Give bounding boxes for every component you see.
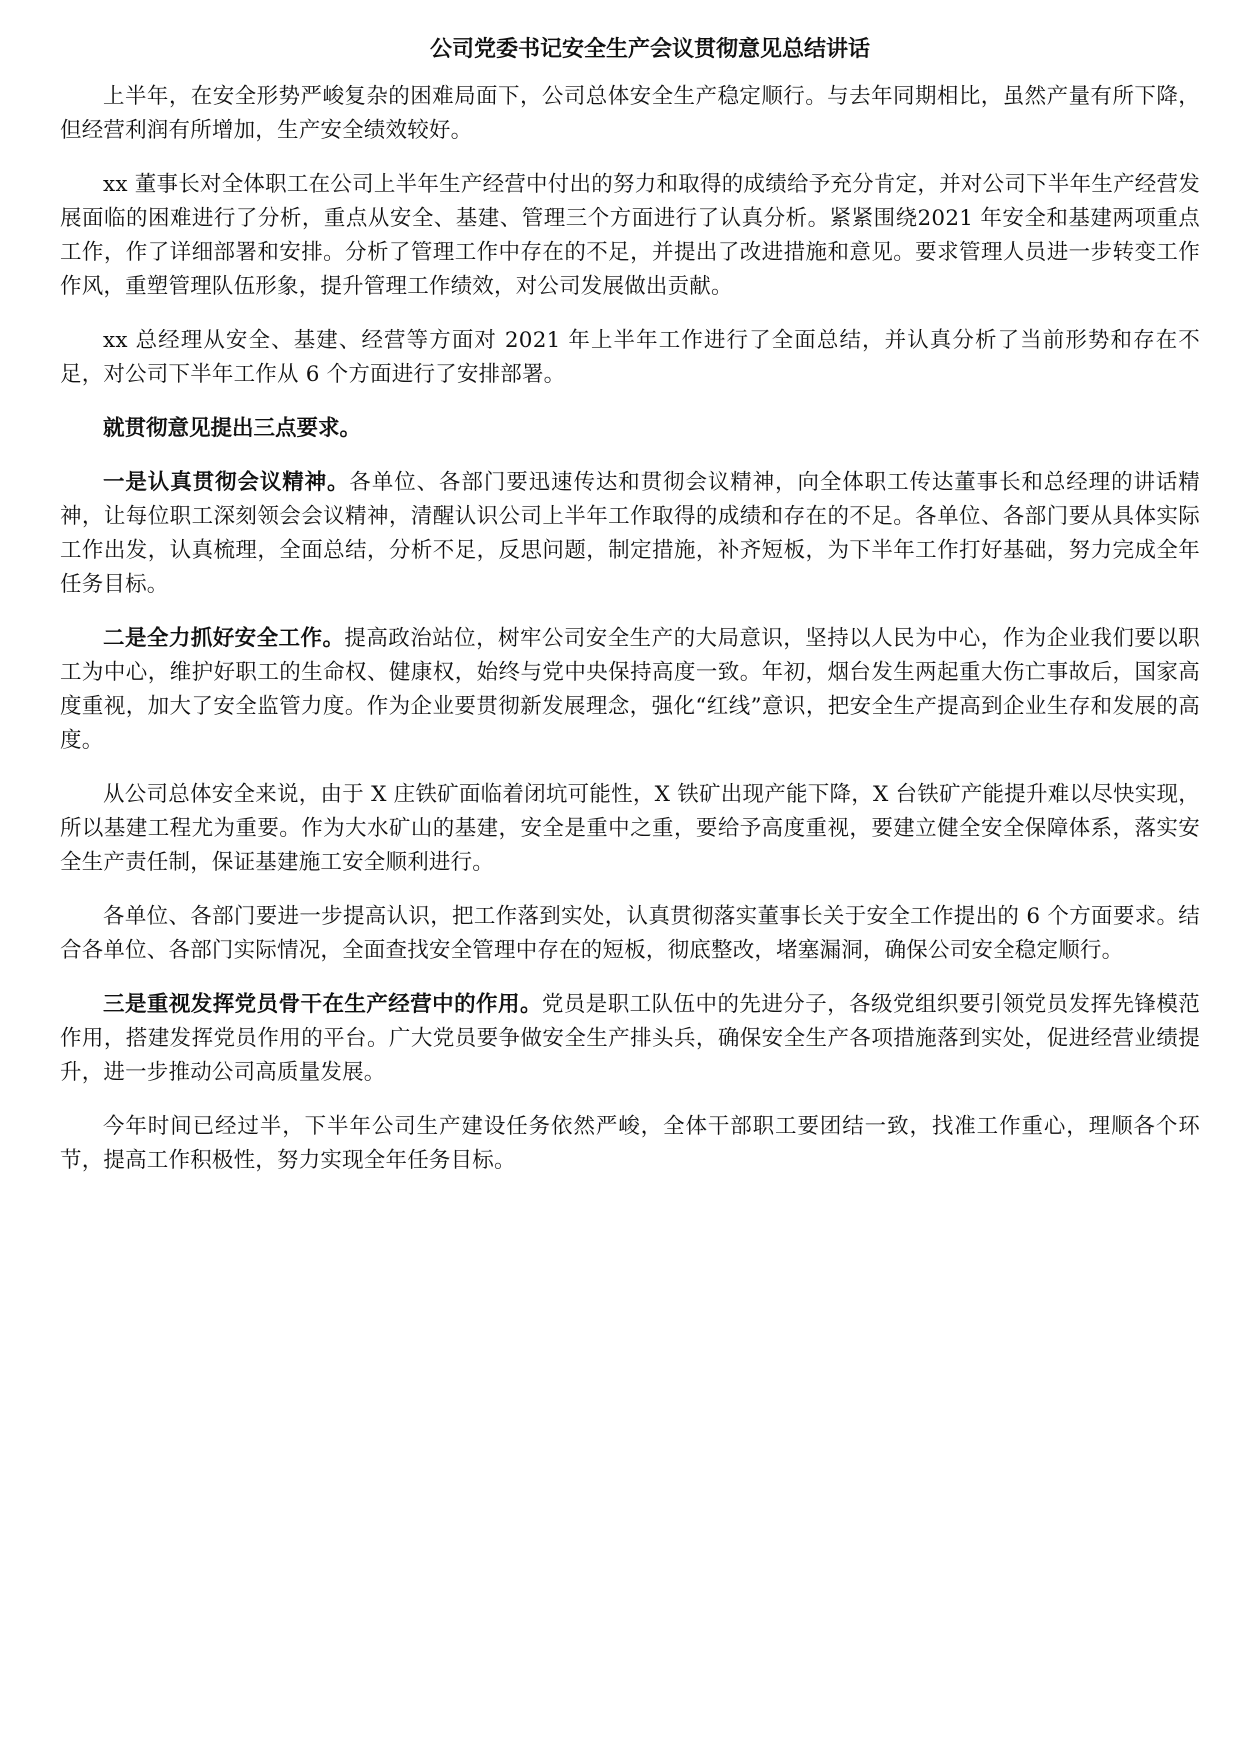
document-page: [60, 32, 1200, 1198]
requirement-two-detail-a: [60, 778, 1200, 880]
paragraph-text: xx 总经理从安全、基建、经营等方面对 2021 年上半年工作进行了全面总结，并认真分析了当前形势和存在不足，对公司下半年工作从 6 个方面进行了安排部署。: [60, 328, 1200, 387]
requirement-text: 党员是职工队伍中的先进分子，各级党组织要引领党员发挥先锋模范作用，搭建发挥党员作用的平台。广大党员要争做安全生产排头兵，确保安全生产各项措施落到实处，促进经营业绩提升，进一步推动公司高质量发展。: [60, 992, 1200, 1085]
paragraph-general-manager: [60, 324, 1200, 392]
closing-paragraph: [60, 1110, 1200, 1178]
requirements-heading: 就贯彻意见提出三点要求。: [103, 416, 362, 441]
requirement-three: [60, 988, 1200, 1090]
requirement-text: 各单位、各部门要进一步提高认识，把工作落到实处，认真贯彻落实董事长关于安全工作提出的 6 个方面要求。结合各单位、各部门实际情况，全面查找安全管理中存在的短板，彻底整改，堵塞漏洞，确保公司安全稳定顺行。: [60, 904, 1200, 963]
paragraph-text: xx 董事长对全体职工在公司上半年生产经营中付出的努力和取得的成绩给予充分肯定，并对公司下半年生产经营发展面临的困难进行了分析，重点从安全、基建、管理三个方面进行了认真分析。紧紧围绕2021 年安全和基建两项重点工作，作了详细部署和安排。分析了管理工作中存在的不足，并提出了改进措施和意见。要求管理人员进一步转变工作作风，重塑管理队伍形象，提升管理工作绩效，对公司发展做出贡献。: [60, 172, 1200, 299]
paragraph-chairman: [60, 168, 1200, 304]
requirement-text: 各单位、各部门要迅速传达和贯彻会议精神，向全体职工传达董事长和总经理的讲话精神，让每位职工深刻领会会议精神，清醒认识公司上半年工作取得的成绩和存在的不足。各单位、各部门要从具体实际工作出发，认真梳理，全面总结，分析不足，反思问题，制定措施，补齐短板，为下半年工作打好基础，努力完成全年任务目标。: [60, 470, 1200, 597]
requirement-lead: 二是全力抓好安全工作。: [103, 626, 345, 651]
requirement-lead: 一是认真贯彻会议精神。: [103, 470, 350, 495]
paragraph-summary: [60, 80, 1200, 148]
requirement-two: [60, 622, 1200, 758]
paragraph-text: 上半年，在安全形势严峻复杂的困难局面下，公司总体安全生产稳定顺行。与去年同期相比，虽然产量有所下降，但经营利润有所增加，生产安全绩效较好。: [60, 84, 1200, 143]
requirement-two-detail-b: [60, 900, 1200, 968]
requirement-text: 今年时间已经过半，下半年公司生产建设任务依然严峻，全体干部职工要团结一致，找准工作重心，理顺各个环节，提高工作积极性，努力实现全年任务目标。: [60, 1114, 1200, 1173]
requirement-text: 从公司总体安全来说，由于 X 庄铁矿面临着闭坑可能性，X 铁矿出现产能下降，X 台铁矿产能提升难以尽快实现，所以基建工程尤为重要。作为大水矿山的基建，安全是重中之重，要给予高度重视，要建立健全安全保障体系，落实安全生产责任制，保证基建施工安全顺利进行。: [60, 782, 1200, 875]
requirement-text: 提高政治站位，树牢公司安全生产的大局意识，坚持以人民为中心，作为企业我们要以职工为中心，维护好职工的生命权、健康权，始终与党中央保持高度一致。年初，烟台发生两起重大伤亡事故后，国家高度重视，加大了安全监管力度。作为企业要贯彻新发展理念，强化“红线”意识，把安全生产提高到企业生存和发展的高度。: [60, 626, 1201, 753]
requirement-one: [60, 466, 1200, 602]
document-title: 公司党委书记安全生产会议贯彻意见总结讲话: [429, 36, 870, 62]
requirement-lead: 三是重视发挥党员骨干在生产经营中的作用。: [103, 992, 542, 1017]
